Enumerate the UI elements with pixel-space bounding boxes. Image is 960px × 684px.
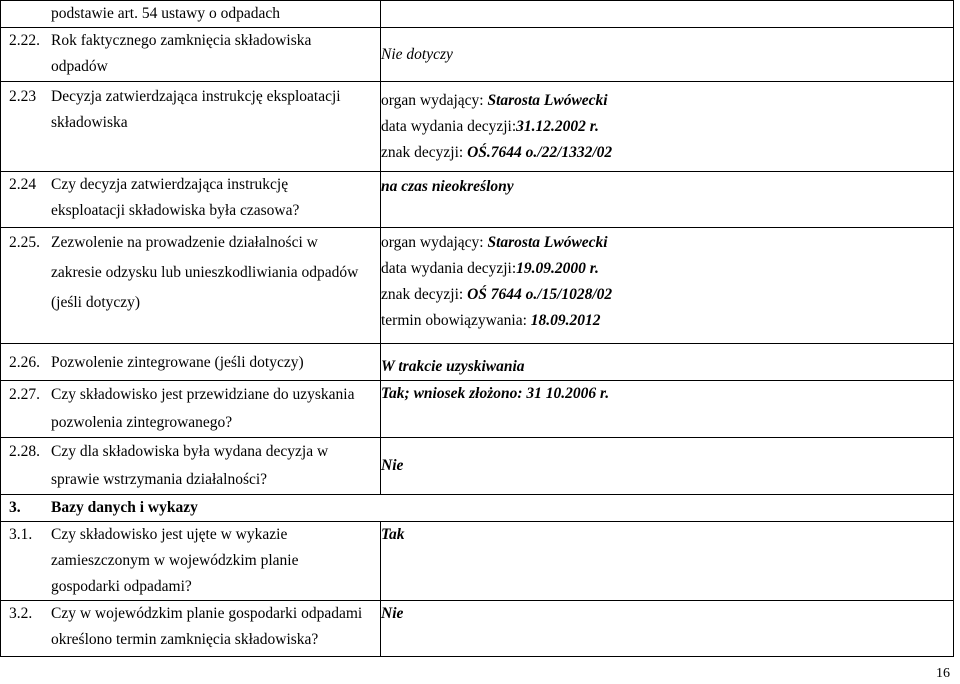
item-number: 2.28. xyxy=(9,443,40,460)
question-cell xyxy=(1,344,381,381)
item-number: 3.2. xyxy=(9,605,33,622)
question-text: sprawie wstrzymania działalności? xyxy=(51,471,268,488)
answer-value: 18.09.2012 xyxy=(530,312,601,329)
item-number: 2.24 xyxy=(9,176,37,193)
table-row xyxy=(1,1,954,28)
item-number: 3.1. xyxy=(9,526,33,543)
answer-label: znak decyzji: xyxy=(381,286,464,303)
section-title: Bazy danych i wykazy xyxy=(51,499,198,516)
answer-cell xyxy=(381,381,954,438)
question-cell xyxy=(1,522,381,601)
answer-cell xyxy=(381,438,954,495)
answer-label: organ wydający: xyxy=(381,234,484,251)
question-text: Decyzja zatwierdzająca instrukcję eksploatacji xyxy=(51,88,341,105)
answer-text: Nie xyxy=(381,605,404,622)
question-cell xyxy=(1,28,381,82)
answer-value: Tak xyxy=(381,385,405,402)
question-text: odpadów xyxy=(51,58,108,75)
question-text: Zezwolenie na prowadzenie działalności w xyxy=(51,234,318,251)
answer-text: Nie xyxy=(381,457,404,474)
answer-value: OŚ.7644 o./22/1332/02 xyxy=(467,144,613,161)
question-text: eksploatacji składowiska była czasowa? xyxy=(51,202,300,219)
answer-cell xyxy=(381,82,954,172)
question-text: zamieszczonym w wojewódzkim planie xyxy=(51,552,299,569)
answer-value: Starosta Lwówecki xyxy=(487,92,608,109)
item-number: 2.25. xyxy=(9,234,40,251)
answer-cell xyxy=(381,344,954,381)
section-header-cell xyxy=(1,495,954,522)
question-text: Rok faktycznego zamknięcia składowiska xyxy=(51,32,312,49)
answer-value: 19.09.2000 r. xyxy=(516,260,599,277)
question-text: Czy w wojewódzkim planie gospodarki odpadami xyxy=(51,605,363,622)
table-row xyxy=(1,172,954,228)
answer-cell xyxy=(381,1,954,28)
question-text: pozwolenia zintegrowanego? xyxy=(51,414,233,431)
table-row xyxy=(1,601,954,657)
answer-label: data wydania decyzji: xyxy=(381,118,517,135)
answer-cell xyxy=(381,28,954,82)
answer-value: Starosta Lwówecki xyxy=(487,234,608,251)
answer-text: na czas nieokreślony xyxy=(381,178,514,195)
question-text: zakresie odzysku lub unieszkodliwiania odpadów xyxy=(51,264,359,281)
answer-text: Nie dotyczy xyxy=(381,45,453,63)
answer-value: 31.12.2002 r. xyxy=(516,118,599,135)
answer-cell xyxy=(381,228,954,344)
answer-label: termin obowiązywania: xyxy=(381,312,527,329)
section-number: 3. xyxy=(9,499,21,516)
question-text: gospodarki odpadami? xyxy=(51,578,192,595)
question-text: Czy dla składowiska była wydana decyzja w xyxy=(51,443,329,460)
answer-cell xyxy=(381,601,954,657)
item-number: 2.26. xyxy=(9,354,40,371)
question-text: określono termin zamknięcia składowiska? xyxy=(51,631,319,648)
question-cell xyxy=(1,601,381,657)
answer-value: ; wniosek złożono: 31 10.2006 r. xyxy=(404,385,610,402)
answer-text: Tak xyxy=(381,526,405,543)
answer-value: OŚ 7644 o./15/1028/02 xyxy=(467,286,613,303)
table-row xyxy=(1,381,954,438)
question-cell xyxy=(1,82,381,172)
answer-cell xyxy=(381,522,954,601)
item-number: 2.23 xyxy=(9,88,37,105)
question-cell xyxy=(1,172,381,228)
item-number: 2.27. xyxy=(9,386,40,403)
question-text: składowiska xyxy=(51,114,128,131)
question-text: Czy decyzja zatwierdzająca instrukcję xyxy=(51,176,289,193)
question-text: (jeśli dotyczy) xyxy=(51,294,141,311)
item-number: 2.22. xyxy=(9,32,40,49)
question-cell xyxy=(1,381,381,438)
answer-label: organ wydający: xyxy=(381,92,484,109)
table-row xyxy=(1,228,954,344)
page-number: 16 xyxy=(936,666,950,681)
question-cell xyxy=(1,1,381,28)
answer-label: data wydania decyzji: xyxy=(381,260,517,277)
table-row xyxy=(1,438,954,495)
answer-label: znak decyzji: xyxy=(381,144,464,161)
table-row xyxy=(1,344,954,381)
answer-text: W trakcie uzyskiwania xyxy=(381,358,525,375)
answer-cell xyxy=(381,172,954,228)
question-text: Czy składowisko jest ujęte w wykazie xyxy=(51,526,288,543)
question-cell xyxy=(1,228,381,344)
table-row xyxy=(1,82,954,172)
question-text: podstawie art. 54 ustawy o odpadach xyxy=(51,5,280,22)
question-text: Czy składowisko jest przewidziane do uzyskania xyxy=(51,386,355,403)
question-cell xyxy=(1,438,381,495)
question-text: Pozwolenie zintegrowane (jeśli dotyczy) xyxy=(51,354,304,371)
table-row xyxy=(1,522,954,601)
table-row xyxy=(1,28,954,82)
section-header-row xyxy=(1,495,954,522)
